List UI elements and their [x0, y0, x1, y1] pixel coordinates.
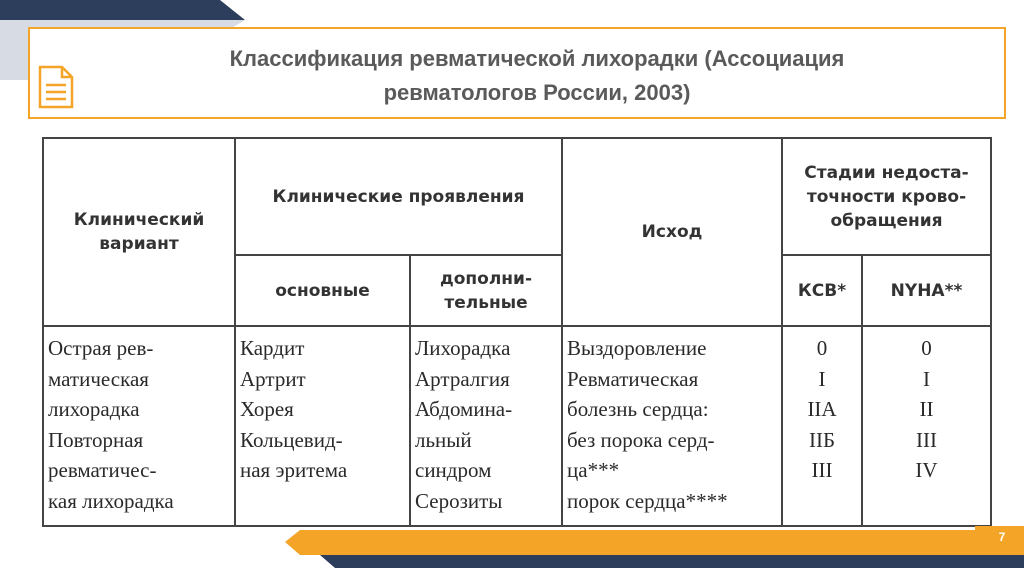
header-main: основные [235, 255, 410, 326]
header-clinical-manifestations: Клинические проявления [235, 138, 562, 255]
list-item: Повторная [48, 427, 144, 452]
list-item: ца*** [567, 458, 620, 482]
list-item: II [919, 397, 934, 421]
list-item: Хорея [240, 397, 294, 421]
list-item: ревматичес- [48, 458, 157, 482]
list-item: 0 [921, 336, 932, 360]
list-item: матическая [48, 366, 149, 391]
header-outcome: Исход [562, 138, 782, 326]
list-item: I [923, 366, 931, 391]
document-icon [38, 65, 74, 109]
list-item: Абдомина- [415, 397, 513, 421]
list-item: Ревматическая [567, 366, 699, 391]
list-item: без порока серд- [567, 427, 715, 452]
bottom-decoration [0, 520, 1024, 574]
header-clinical-variant: Клинический вариант [43, 138, 235, 326]
list-item: I [818, 366, 826, 391]
list-item: Кардит [240, 336, 305, 360]
list-item: 0 [816, 336, 828, 360]
list-item: лихорадка [48, 397, 140, 421]
title-frame [28, 27, 1006, 119]
list-item: синдром [415, 458, 492, 482]
slide-title-line1: Классификация ревматической лихорадки (Ассоциация [229, 46, 845, 71]
list-item: ная эритема [240, 458, 348, 482]
list-item: Артрит [240, 366, 306, 391]
list-item: III [811, 458, 833, 482]
header-ksv: КСВ* [782, 255, 862, 326]
list-item: болезнь сердца: [567, 397, 709, 421]
page-number: 7 [998, 530, 1006, 544]
cell-clinical-variant [43, 326, 235, 526]
list-item: Артралгия [415, 366, 510, 391]
list-item: Серозиты [415, 488, 503, 513]
list-item: IIА [807, 397, 837, 421]
header-nyha: NYHA** [862, 255, 991, 326]
list-item: Острая рев- [48, 336, 154, 360]
header-additional: дополни-тельные [410, 255, 562, 326]
list-item: IIБ [808, 427, 836, 452]
cell-nyha [862, 326, 991, 526]
list-item: Выздоровление [567, 336, 707, 360]
cell-outcome [562, 326, 782, 526]
cell-ksv [782, 326, 862, 526]
list-item: кая лихорадка [48, 488, 174, 513]
list-item: льный [415, 427, 472, 452]
cell-additional [410, 326, 562, 526]
slide-title-line2: ревматологов России, 2003) [383, 80, 691, 105]
list-item: III [916, 427, 937, 452]
classification-table [42, 137, 992, 527]
slide-title [90, 42, 984, 110]
list-item: порок сердца**** [567, 488, 728, 513]
list-item: Лихорадка [415, 336, 511, 360]
header-circulatory-failure: Стадии недоста-точности крово-обращения [782, 138, 991, 255]
list-item: IV [915, 458, 938, 482]
cell-main [235, 326, 410, 526]
list-item: Кольцевид- [240, 427, 343, 452]
